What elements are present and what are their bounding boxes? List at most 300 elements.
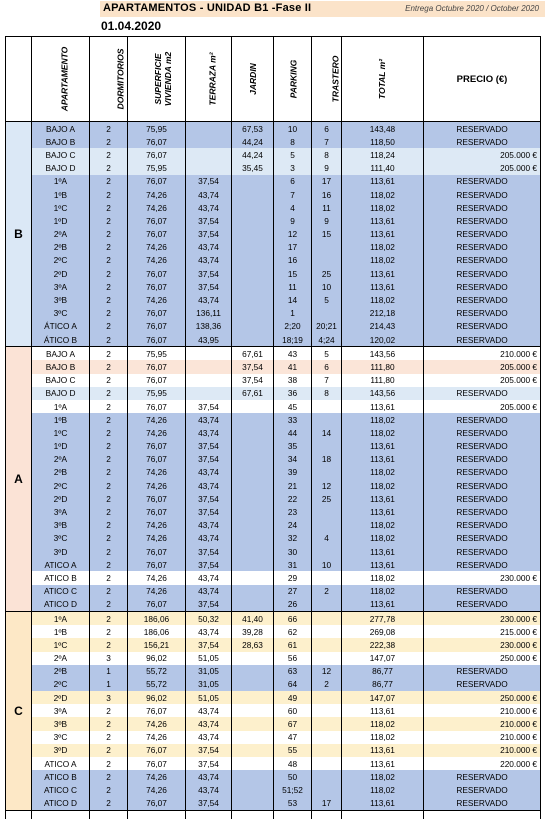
empty-cell xyxy=(424,810,541,819)
terraza-cell: 43,74 xyxy=(186,519,232,532)
total-cell: 118,24 xyxy=(342,148,424,161)
apartamento-cell: ATICO C xyxy=(32,585,90,598)
parking-cell: 45 xyxy=(274,400,312,413)
apartamento-cell: 1ºA xyxy=(32,400,90,413)
apartamento-cell: ATICO A xyxy=(32,757,90,770)
parking-cell: 33 xyxy=(274,413,312,426)
jardin-cell xyxy=(232,479,274,492)
precio-cell: RESERVADO xyxy=(424,413,541,426)
parking-cell: 21 xyxy=(274,479,312,492)
dormitorios-cell: 2 xyxy=(90,492,128,505)
parking-cell: 67 xyxy=(274,717,312,730)
superficie-cell: 75,95 xyxy=(128,162,186,175)
jardin-cell xyxy=(232,426,274,439)
dormitorios-cell: 2 xyxy=(90,175,128,188)
empty-cell xyxy=(186,810,232,819)
superficie-cell: 76,07 xyxy=(128,598,186,612)
apartamento-cell: 1ºB xyxy=(32,413,90,426)
total-cell: 118,02 xyxy=(342,731,424,744)
jardin-cell xyxy=(232,267,274,280)
superficie-cell: 76,07 xyxy=(128,228,186,241)
total-cell: 222,38 xyxy=(342,638,424,651)
precio-cell: RESERVADO xyxy=(424,558,541,571)
apartamento-cell: 1ºA xyxy=(32,611,90,625)
superficie-cell: 76,07 xyxy=(128,333,186,347)
table-row xyxy=(6,162,541,175)
precio-cell: RESERVADO xyxy=(424,426,541,439)
superficie-cell: 76,07 xyxy=(128,280,186,293)
trastero-cell: 5 xyxy=(312,347,342,361)
table-row xyxy=(6,466,541,479)
jardin-cell xyxy=(232,532,274,545)
total-cell: 118,50 xyxy=(342,135,424,148)
table-row xyxy=(6,241,541,254)
total-cell: 118,02 xyxy=(342,783,424,796)
terraza-cell: 37,54 xyxy=(186,453,232,466)
parking-cell: 44 xyxy=(274,426,312,439)
precio-cell: RESERVADO xyxy=(424,545,541,558)
trastero-cell: 20;21 xyxy=(312,320,342,333)
terraza-cell: 37,54 xyxy=(186,558,232,571)
superficie-cell: 186,06 xyxy=(128,611,186,625)
jardin-cell xyxy=(232,453,274,466)
block-label: C xyxy=(6,611,32,810)
dormitorios-cell: 2 xyxy=(90,320,128,333)
total-cell: 118,02 xyxy=(342,241,424,254)
trastero-cell xyxy=(312,400,342,413)
total-cell: 143,56 xyxy=(342,387,424,400)
superficie-cell: 96,02 xyxy=(128,691,186,704)
precio-cell: 210.000 € xyxy=(424,347,541,361)
parking-cell: 62 xyxy=(274,625,312,638)
total-cell: 113,61 xyxy=(342,214,424,227)
parking-cell: 1 xyxy=(274,307,312,320)
table-row xyxy=(6,665,541,678)
superficie-cell: 74,26 xyxy=(128,571,186,584)
jardin-cell: 67,61 xyxy=(232,387,274,400)
jardin-cell: 37,54 xyxy=(232,360,274,373)
apartamento-cell: ATICO D xyxy=(32,797,90,811)
apartamento-cell: 1ºD xyxy=(32,440,90,453)
apartamento-cell: BAJO C xyxy=(32,148,90,161)
superficie-cell: 76,07 xyxy=(128,453,186,466)
apartments-table xyxy=(5,36,541,819)
terraza-cell: 43,74 xyxy=(186,731,232,744)
precio-cell: 250.000 € xyxy=(424,691,541,704)
total-cell: 147,07 xyxy=(342,652,424,665)
trastero-cell: 10 xyxy=(312,558,342,571)
table-row xyxy=(6,571,541,584)
terraza-cell: 43,74 xyxy=(186,532,232,545)
table-row xyxy=(6,374,541,387)
superficie-cell: 74,26 xyxy=(128,241,186,254)
total-cell: 277,78 xyxy=(342,611,424,625)
table-row xyxy=(6,770,541,783)
apartamento-cell: 2ºC xyxy=(32,479,90,492)
total-cell: 118,02 xyxy=(342,571,424,584)
parking-cell: 16 xyxy=(274,254,312,267)
apartamento-cell: 3ºC xyxy=(32,731,90,744)
trastero-cell xyxy=(312,413,342,426)
total-cell: 118,02 xyxy=(342,717,424,730)
dormitorios-cell: 2 xyxy=(90,333,128,347)
precio-cell: 210.000 € xyxy=(424,731,541,744)
precio-cell: RESERVADO xyxy=(424,241,541,254)
precio-cell: 210.000 € xyxy=(424,704,541,717)
precio-cell: 215.000 € xyxy=(424,625,541,638)
jardin-cell: 67,61 xyxy=(232,347,274,361)
precio-cell: 210.000 € xyxy=(424,744,541,757)
trastero-cell: 12 xyxy=(312,665,342,678)
table-row xyxy=(6,783,541,796)
dormitorios-cell: 2 xyxy=(90,374,128,387)
table-row xyxy=(6,492,541,505)
document-title: APARTAMENTOS - UNIDAD B1 -Fase II xyxy=(103,2,312,14)
table-row xyxy=(6,638,541,651)
parking-cell: 41 xyxy=(274,360,312,373)
parking-cell: 24 xyxy=(274,519,312,532)
apartamento-cell: 2ºC xyxy=(32,678,90,691)
superficie-cell: 74,26 xyxy=(128,519,186,532)
precio-cell: RESERVADO xyxy=(424,135,541,148)
terraza-cell xyxy=(186,347,232,361)
total-cell: 118,02 xyxy=(342,254,424,267)
terraza-cell: 37,54 xyxy=(186,545,232,558)
jardin-cell xyxy=(232,691,274,704)
dormitorios-cell: 2 xyxy=(90,558,128,571)
parking-cell: 55 xyxy=(274,744,312,757)
parking-cell: 39 xyxy=(274,466,312,479)
dormitorios-cell: 2 xyxy=(90,783,128,796)
jardin-cell xyxy=(232,545,274,558)
dormitorios-cell: 2 xyxy=(90,293,128,306)
total-cell: 113,61 xyxy=(342,400,424,413)
header-total: TOTAL m² xyxy=(342,37,424,122)
precio-cell: RESERVADO xyxy=(424,440,541,453)
superficie-cell: 76,07 xyxy=(128,374,186,387)
precio-cell: RESERVADO xyxy=(424,267,541,280)
dormitorios-cell: 2 xyxy=(90,241,128,254)
precio-cell: RESERVADO xyxy=(424,280,541,293)
dormitorios-cell: 2 xyxy=(90,135,128,148)
superficie-cell: 76,07 xyxy=(128,320,186,333)
table-row xyxy=(6,360,541,373)
trastero-cell: 12 xyxy=(312,479,342,492)
parking-cell: 51;52 xyxy=(274,783,312,796)
total-cell: 113,61 xyxy=(342,267,424,280)
table-row xyxy=(6,201,541,214)
total-cell: 118,02 xyxy=(342,426,424,439)
terraza-cell: 43,74 xyxy=(186,254,232,267)
trastero-cell xyxy=(312,731,342,744)
precio-cell: RESERVADO xyxy=(424,175,541,188)
superficie-cell: 74,26 xyxy=(128,731,186,744)
precio-cell: RESERVADO xyxy=(424,492,541,505)
table-row xyxy=(6,479,541,492)
terraza-cell: 31,05 xyxy=(186,678,232,691)
apartamento-cell: 2ºD xyxy=(32,492,90,505)
apartamento-cell: 2ºA xyxy=(32,652,90,665)
total-cell: 113,61 xyxy=(342,757,424,770)
table-row xyxy=(6,585,541,598)
superficie-cell: 76,07 xyxy=(128,307,186,320)
table-row xyxy=(6,307,541,320)
terraza-cell: 43,74 xyxy=(186,466,232,479)
table-body xyxy=(6,37,541,819)
trastero-cell xyxy=(312,611,342,625)
terraza-cell xyxy=(186,135,232,148)
precio-cell: 230.000 € xyxy=(424,611,541,625)
terraza-cell: 43,74 xyxy=(186,783,232,796)
apartamento-cell: 2ºD xyxy=(32,267,90,280)
precio-cell: RESERVADO xyxy=(424,585,541,598)
superficie-cell: 76,07 xyxy=(128,400,186,413)
jardin-cell: 67,53 xyxy=(232,122,274,136)
table-row xyxy=(6,611,541,625)
dormitorios-cell: 2 xyxy=(90,307,128,320)
precio-cell: RESERVADO xyxy=(424,797,541,811)
trastero-cell: 10 xyxy=(312,280,342,293)
apartamento-cell: 3ºA xyxy=(32,704,90,717)
table-row xyxy=(6,453,541,466)
apartamento-cell: 2ºB xyxy=(32,241,90,254)
dormitorios-cell: 2 xyxy=(90,188,128,201)
total-cell: 118,02 xyxy=(342,532,424,545)
empty-cell xyxy=(6,810,32,819)
parking-cell: 56 xyxy=(274,652,312,665)
dormitorios-cell: 2 xyxy=(90,254,128,267)
precio-cell: 230.000 € xyxy=(424,638,541,651)
precio-cell: RESERVADO xyxy=(424,453,541,466)
dormitorios-cell: 2 xyxy=(90,162,128,175)
trastero-cell xyxy=(312,783,342,796)
precio-cell: RESERVADO xyxy=(424,466,541,479)
apartamento-cell: ATICO A xyxy=(32,558,90,571)
total-cell: 113,61 xyxy=(342,492,424,505)
trastero-cell xyxy=(312,307,342,320)
apartamento-cell: 3ºB xyxy=(32,519,90,532)
terraza-cell: 31,05 xyxy=(186,665,232,678)
table-end-row xyxy=(6,810,541,819)
dormitorios-cell: 2 xyxy=(90,744,128,757)
dormitorios-cell: 2 xyxy=(90,532,128,545)
table-row xyxy=(6,545,541,558)
apartamento-cell: 2ºD xyxy=(32,691,90,704)
total-cell: 143,48 xyxy=(342,122,424,136)
dormitorios-cell: 2 xyxy=(90,519,128,532)
apartamento-cell: 1ºB xyxy=(32,625,90,638)
header-apartamento: APARTAMENTO xyxy=(32,37,90,122)
jardin-cell: 28,63 xyxy=(232,638,274,651)
total-cell: 113,61 xyxy=(342,744,424,757)
total-cell: 113,61 xyxy=(342,558,424,571)
table-row xyxy=(6,797,541,811)
apartamento-cell: BAJO A xyxy=(32,347,90,361)
terraza-cell: 43,74 xyxy=(186,413,232,426)
parking-cell: 31 xyxy=(274,558,312,571)
parking-cell: 18;19 xyxy=(274,333,312,347)
terraza-cell: 51,05 xyxy=(186,652,232,665)
precio-cell: 210.000 € xyxy=(424,717,541,730)
dormitorios-cell: 2 xyxy=(90,122,128,136)
header-superficie: SUPERFICIE VIVIENDA m2 xyxy=(128,37,186,122)
terraza-cell: 43,74 xyxy=(186,479,232,492)
terraza-cell: 37,54 xyxy=(186,228,232,241)
superficie-cell: 74,26 xyxy=(128,770,186,783)
terraza-cell: 37,54 xyxy=(186,214,232,227)
dormitorios-cell: 2 xyxy=(90,400,128,413)
parking-cell: 53 xyxy=(274,797,312,811)
trastero-cell: 18 xyxy=(312,453,342,466)
precio-cell: RESERVADO xyxy=(424,532,541,545)
apartamento-cell: 3ºA xyxy=(32,280,90,293)
terraza-cell: 136,11 xyxy=(186,307,232,320)
apartamento-cell: ATICO C xyxy=(32,783,90,796)
trastero-cell: 8 xyxy=(312,387,342,400)
jardin-cell xyxy=(232,665,274,678)
total-cell: 111,40 xyxy=(342,162,424,175)
terraza-cell xyxy=(186,387,232,400)
empty-cell xyxy=(32,810,90,819)
parking-cell: 34 xyxy=(274,453,312,466)
jardin-cell xyxy=(232,492,274,505)
jardin-cell: 44,24 xyxy=(232,148,274,161)
precio-cell: 205.000 € xyxy=(424,374,541,387)
apartamento-cell: BAJO D xyxy=(32,387,90,400)
jardin-cell: 39,28 xyxy=(232,625,274,638)
parking-cell: 47 xyxy=(274,731,312,744)
dormitorios-cell: 2 xyxy=(90,453,128,466)
dormitorios-cell: 2 xyxy=(90,704,128,717)
parking-cell: 26 xyxy=(274,598,312,612)
precio-cell: RESERVADO xyxy=(424,320,541,333)
terraza-cell xyxy=(186,374,232,387)
dormitorios-cell: 1 xyxy=(90,678,128,691)
apartamento-cell: ATICO B xyxy=(32,770,90,783)
dormitorios-cell: 2 xyxy=(90,731,128,744)
precio-cell: 205.000 € xyxy=(424,400,541,413)
apartamento-cell: 1ºC xyxy=(32,201,90,214)
dormitorios-cell: 2 xyxy=(90,440,128,453)
superficie-cell: 76,07 xyxy=(128,360,186,373)
apartamento-cell: ATICO B xyxy=(32,571,90,584)
terraza-cell: 43,74 xyxy=(186,585,232,598)
empty-cell xyxy=(342,810,424,819)
trastero-cell xyxy=(312,652,342,665)
jardin-cell xyxy=(232,717,274,730)
jardin-cell xyxy=(232,770,274,783)
apartamento-cell: BAJO A xyxy=(32,122,90,136)
table-row xyxy=(6,744,541,757)
terraza-cell: 37,54 xyxy=(186,757,232,770)
trastero-cell xyxy=(312,757,342,770)
total-cell: 86,77 xyxy=(342,665,424,678)
apartamento-cell: 3ºB xyxy=(32,293,90,306)
table-row xyxy=(6,413,541,426)
superficie-cell: 76,07 xyxy=(128,505,186,518)
empty-cell xyxy=(274,810,312,819)
apartamento-cell: ÁTICO B xyxy=(32,333,90,347)
parking-cell: 4 xyxy=(274,201,312,214)
terraza-cell: 37,54 xyxy=(186,175,232,188)
apartamento-cell: ÁTICO A xyxy=(32,320,90,333)
table-row xyxy=(6,625,541,638)
apartamento-cell: 3ºA xyxy=(32,505,90,518)
dormitorios-cell: 2 xyxy=(90,757,128,770)
dormitorios-cell: 2 xyxy=(90,770,128,783)
total-cell: 118,02 xyxy=(342,479,424,492)
apartamento-cell: ATICO D xyxy=(32,598,90,612)
header-trastero: TRASTERO xyxy=(312,37,342,122)
terraza-cell: 37,54 xyxy=(186,797,232,811)
superficie-cell: 76,07 xyxy=(128,797,186,811)
total-cell: 111,80 xyxy=(342,360,424,373)
parking-cell: 36 xyxy=(274,387,312,400)
trastero-cell: 7 xyxy=(312,374,342,387)
table-row xyxy=(6,214,541,227)
terraza-cell: 37,54 xyxy=(186,492,232,505)
parking-cell: 29 xyxy=(274,571,312,584)
table-row xyxy=(6,598,541,612)
superficie-cell: 74,26 xyxy=(128,413,186,426)
parking-cell: 3 xyxy=(274,162,312,175)
precio-cell: RESERVADO xyxy=(424,783,541,796)
table-row xyxy=(6,652,541,665)
trastero-cell xyxy=(312,519,342,532)
table-row xyxy=(6,678,541,691)
parking-cell: 60 xyxy=(274,704,312,717)
superficie-cell: 74,26 xyxy=(128,293,186,306)
table-row xyxy=(6,519,541,532)
jardin-cell xyxy=(232,254,274,267)
jardin-cell xyxy=(232,558,274,571)
terraza-cell xyxy=(186,162,232,175)
empty-cell xyxy=(128,810,186,819)
terraza-cell: 43,74 xyxy=(186,426,232,439)
apartamento-cell: BAJO D xyxy=(32,162,90,175)
apartamento-cell: 3ºD xyxy=(32,744,90,757)
superficie-cell: 74,26 xyxy=(128,188,186,201)
jardin-cell xyxy=(232,744,274,757)
total-cell: 120,02 xyxy=(342,333,424,347)
terraza-cell: 37,54 xyxy=(186,744,232,757)
superficie-cell: 76,07 xyxy=(128,175,186,188)
superficie-cell: 55,72 xyxy=(128,678,186,691)
total-cell: 113,61 xyxy=(342,228,424,241)
trastero-cell xyxy=(312,571,342,584)
empty-cell xyxy=(90,810,128,819)
precio-cell: RESERVADO xyxy=(424,214,541,227)
parking-cell: 48 xyxy=(274,757,312,770)
total-cell: 118,02 xyxy=(342,188,424,201)
jardin-cell xyxy=(232,440,274,453)
jardin-cell xyxy=(232,188,274,201)
apartamento-cell: 2ºA xyxy=(32,228,90,241)
parking-cell: 17 xyxy=(274,241,312,254)
terraza-cell: 51,05 xyxy=(186,691,232,704)
total-cell: 113,61 xyxy=(342,505,424,518)
trastero-cell: 8 xyxy=(312,148,342,161)
dormitorios-cell: 2 xyxy=(90,717,128,730)
precio-cell: RESERVADO xyxy=(424,479,541,492)
table-row xyxy=(6,175,541,188)
terraza-cell xyxy=(186,148,232,161)
total-cell: 111,80 xyxy=(342,374,424,387)
superficie-cell: 74,26 xyxy=(128,532,186,545)
dormitorios-cell: 2 xyxy=(90,214,128,227)
table-row xyxy=(6,347,541,361)
total-cell: 118,02 xyxy=(342,770,424,783)
